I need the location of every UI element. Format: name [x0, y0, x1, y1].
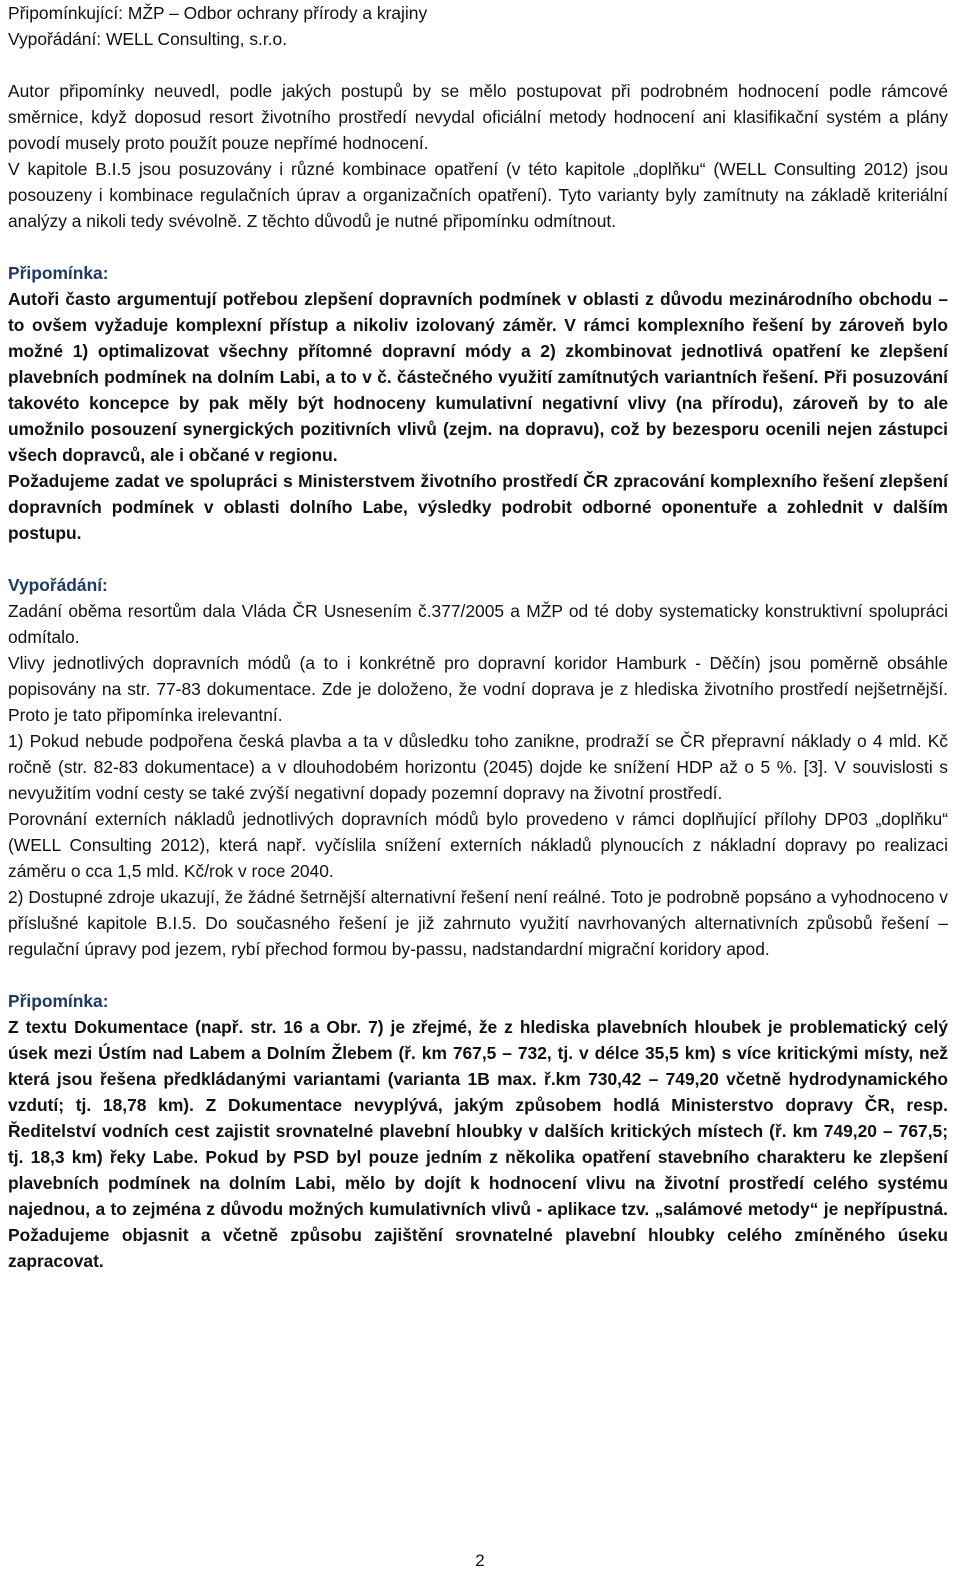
page-number: 2	[475, 1551, 485, 1570]
resolver-line: Vypořádání: WELL Consulting, s.r.o.	[8, 29, 288, 49]
comment-paragraph: Požadujeme zadat ve spolupráci s Ministerstvem životního prostředí ČR zpracování komplexního řešení zlepšení dopravních podmínek v oblasti dolního Labe, výsledky podrobit odborné oponentuře a zohlednit v dalším postupu.	[8, 471, 948, 543]
comment-paragraph: Autoři často argumentují potřebou zlepšení dopravních podmínek v oblasti z důvodu mezinárodního obchodu – to ovšem vyžaduje komplexní přístup a nikoliv izolovaný záměr. V rámci komplexního řešení by zároveň bylo možné 1) optimalizovat všechny přítomné dopravní módy a 2) zkombinovat jednotlivá opatření ke zlepšení plavebních podmínek na dolním Labi, a to v č. částečného využití zamítnutých variantních řešení. Při posuzování takovéto koncepce by pak měly být hodnoceny kumulativní negativní vlivy (na přírodu), zároveň by to ale umožnilo posouzení synergických pozitivních vlivů (zejm. na dopravu), což by bezesporu ocenili nejen zástupci všech dopravců, ale i občané v regionu.	[8, 289, 948, 465]
comment-section	[8, 988, 948, 1274]
response-paragraph: 2) Dostupné zdroje ukazují, že žádné šetrnější alternativní řešení není reálné. Toto je podrobně popsáno a vyhodnoceno v příslušné kapitole B.I.5. Do současného řešení je již zahrnuto využití navrhovaných alternativních způsobů řešení – regulační úpravy pod jezem, rybí přechod formou by-passu, nadstandardní migrační koridory apod.	[8, 887, 948, 959]
document-header	[8, 0, 948, 52]
intro-paragraph: Autor připomínky neuvedl, podle jakých postupů by se mělo postupovat při podrobném hodnocení podle rámcové směrnice, když doposud resort životního prostředí nevydal oficiální metody hodnocení ani klasifikační systém a plány povodí musely proto použít pouze nepřímé hodnocení.	[8, 81, 948, 153]
response-label: Vypořádání:	[8, 575, 108, 595]
response-paragraph: Vlivy jednotlivých dopravních módů (a to i konkrétně pro dopravní koridor Hamburk - Děčín) jsou poměrně obsáhle popisovány na str. 77-83 dokumentace. Zde je doloženo, že vodní doprava je z hlediska životního prostředí nejšetrnější. Proto je tato připomínka irelevantní.	[8, 653, 948, 725]
response-paragraph: 1) Pokud nebude podpořena česká plavba a ta v důsledku toho zanikne, prodraží se ČR přepravní náklady o 4 mld. Kč ročně (str. 82-83 dokumentace) a v dlouhodobém horizontu (2045) dojde ke snížení HDP až o 5 %. [3]. V souvislosti s nevyužitím vodní cesty se také zvýší negativní dopady pozemní dopravy na životní prostředí.	[8, 731, 948, 803]
response-section	[8, 572, 948, 962]
commenter-line: Připomínkující: MŽP – Odbor ochrany přírody a krajiny	[8, 3, 428, 23]
response-paragraph: Porovnání externích nákladů jednotlivých dopravních módů bylo provedeno v rámci doplňující přílohy DP03 „doplňku“ (WELL Consulting 2012), která např. vyčíslila snížení externích nákladů plynoucích z nákladní dopravy po realizaci záměru o cca 1,5 mld. Kč/rok v roce 2040.	[8, 809, 948, 881]
comment-section	[8, 260, 948, 546]
intro-section	[8, 78, 948, 234]
comment-label: Připomínka:	[8, 263, 109, 283]
response-paragraph: Zadání oběma resortům dala Vláda ČR Usnesením č.377/2005 a MŽP od té doby systematicky konstruktivní spolupráci odmítalo.	[8, 601, 948, 647]
intro-paragraph: V kapitole B.I.5 jsou posuzovány i různé kombinace opatření (v této kapitole „doplňku“ (WELL Consulting 2012) jsou posouzeny i kombinace regulačních úprav a organizačních opatření). Tyto varianty byly zamítnuty na základě kriteriální analýzy a nikoli tedy svévolně. Z těchto důvodů je nutné připomínku odmítnout.	[8, 159, 948, 231]
comment-paragraph: Z textu Dokumentace (např. str. 16 a Obr. 7) je zřejmé, že z hlediska plavebních hloubek je problematický celý úsek mezi Ústím nad Labem a Dolním Žlebem (ř. km 767,5 – 732, tj. v délce 35,5 km) s více kritickými místy, než která jsou řešena předkládanými variantami (varianta 1B max. ř.km 730,42 – 749,20 včetně hydrodynamického vzdutí; tj. 18,78 km). Z Dokumentace nevyplývá, jakým způsobem hodlá Ministerstvo dopravy ČR, resp. Ředitelství vodních cest zajistit srovnatelné plavební hloubky v dalších kritických místech (ř. km 749,20 – 767,5; tj. 18,3 km) řeky Labe. Pokud by PSD byl pouze jedním z několika opatření stavebního charakteru ke zlepšení plavebních podmínek na dolním Labi, mělo by dojít k hodnocení vlivu na životní prostředí celého systému najednou, a to zejména z důvodu možných kumulativních vlivů - aplikace tzv. „salámové metody“ je nepřípustná. Požadujeme objasnit a včetně způsobu zajištění srovnatelné plavební hloubky celého zmíněného úseku zapracovat.	[8, 1017, 948, 1271]
comment-label: Připomínka:	[8, 991, 109, 1011]
